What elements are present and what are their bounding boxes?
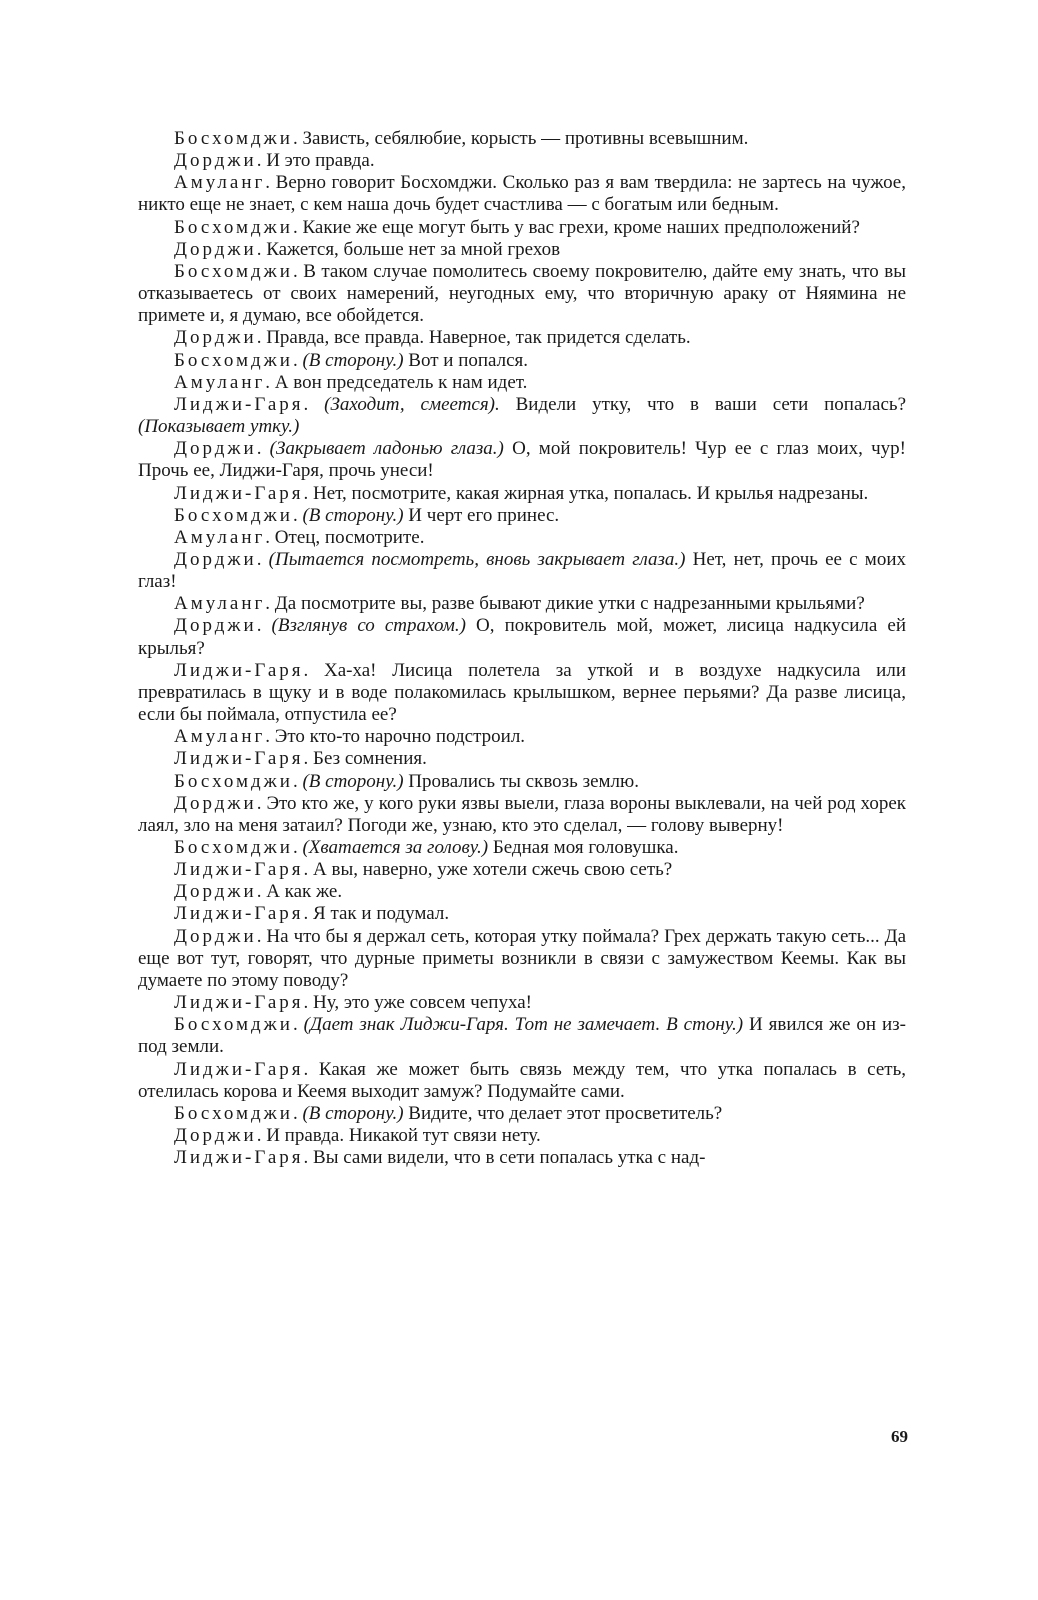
dialogue-paragraph (138, 350, 906, 372)
stage-direction: (Закрывает ладонью глаза.) (269, 438, 504, 460)
speaker-name: Дорджи (174, 1125, 257, 1147)
dialogue-paragraph (138, 150, 906, 172)
speaker-name: Лиджи-Гаря (174, 482, 304, 504)
dialogue-paragraph (138, 748, 906, 770)
dialogue-paragraph (138, 1014, 906, 1058)
dialogue-text: . А вы, наверно, уже хотели сжечь свою сеть? (303, 859, 673, 881)
page-number: 69 (891, 1427, 908, 1446)
dialogue-text: И черт его принес. (403, 504, 560, 526)
dialogue-text: . И правда. Никакой тут связи нету. (256, 1125, 541, 1147)
dialogue-paragraph (138, 1125, 906, 1147)
dialogue-paragraph (138, 881, 906, 903)
stage-direction: (Показывает утку.) (138, 416, 300, 438)
stage-direction: (Пытается посмотреть, вновь закрывает глаза.) (268, 548, 686, 570)
dialogue-text: . На что бы я держал сеть, которая утку поймала? Грех держать такую сеть... Да еще вот тут, говорят, что дурные приметы возникли в связи с замужеством Кеемы. Как вы думаете по этому поводу? (138, 925, 906, 991)
speaker-name: Лиджи-Гаря (174, 393, 304, 415)
dialogue-text: . Вы сами видели, что в сети попалась утка с над- (303, 1147, 706, 1169)
speaker-name: Амуланг (174, 593, 266, 615)
dialogue-text: . Да посмотрите вы, разве бывают дикие утки с надрезанными крыльями? (265, 593, 865, 615)
dialogue-text: . (256, 615, 272, 637)
dialogue-text: . В таком случае помолитесь своему покровителю, дайте ему знать, что вы отказываетесь от своих намерений, неугодных ему, что вторичную араку от Няямина не примете и, я думаю, все обойдется. (138, 260, 906, 327)
speaker-name: Амуланг (174, 726, 266, 748)
dialogue-text: . (303, 393, 325, 415)
dialogue-text: . И это правда. (256, 150, 375, 172)
dialogue-paragraph (138, 438, 906, 482)
dialogue-paragraph (138, 926, 906, 992)
speaker-name: Дорджи (174, 881, 257, 903)
speaker-name: Дорджи (174, 615, 257, 637)
speaker-name: Босхомджи (174, 128, 293, 149)
dialogue-paragraph (138, 172, 906, 216)
dialogue-text: О, покровитель мой, может, лисица надкусила ей крылья? (138, 615, 906, 659)
dialogue-paragraph (138, 549, 906, 593)
dialogue-paragraph (138, 239, 906, 261)
dialogue-paragraph (138, 261, 906, 327)
dialogue-paragraph (138, 505, 906, 527)
speaker-name: Дорджи (174, 150, 257, 172)
dialogue-text: . Ну, это уже совсем чепуха! (303, 992, 532, 1014)
stage-direction: (В сторону.) (302, 504, 404, 526)
dialogue-text: . Кажется, больше нет за мной грехов (256, 238, 561, 260)
dialogue-text: . (292, 770, 303, 792)
dialogue-text: . (292, 1102, 303, 1124)
stage-direction: (Заходит, смеется). (324, 393, 500, 415)
dialogue-paragraph (138, 660, 906, 726)
dialogue-text: . Ха-ха! Лисица полетела за уткой и в воздухе надкусила или превратилась в щуку и в воде полакомилась крылышком, вернее перьями? Да разве лисица, если бы поймала, отпустила ее? (138, 659, 906, 726)
speaker-name: Босхомджи (174, 837, 293, 858)
dialogue-text: . Какие же еще могут быть у вас грехи, кроме наших предположений? (292, 216, 860, 238)
speaker-name: Лиджи-Гаря (174, 859, 304, 881)
dialogue-text: . А вон председатель к нам идет. (265, 371, 528, 393)
dialogue-text: Нет, нет, прочь ее с моих глаз! (138, 548, 906, 593)
dialogue-text: . А как же. (256, 881, 343, 903)
stage-direction: (Взглянув со страхом.) (271, 615, 466, 637)
dialogue-text: . Отец, посмотрите. (265, 526, 425, 548)
dialogue-text: . Зависть, себялюбие, корысть — противны всевышним. (292, 128, 749, 149)
dialogue-text: О, мой покровитель! Чур ее с глаз моих, чур! Прочь ее, Лиджи-Гаря, прочь унеси! (138, 438, 907, 482)
dialogue-text: . (292, 837, 303, 858)
speaker-name: Дорджи (174, 238, 257, 260)
speaker-name: Босхомджи (174, 349, 293, 371)
speaker-name: Дорджи (174, 925, 257, 947)
dialogue-paragraph (138, 771, 906, 793)
speaker-name: Дорджи (174, 548, 257, 570)
dialogue-paragraph (138, 327, 906, 349)
dialogue-paragraph (138, 615, 906, 659)
play-text (138, 128, 906, 1169)
speaker-name: Лиджи-Гаря (174, 992, 304, 1014)
dialogue-text: И явился же он из-под земли. (138, 1014, 907, 1058)
stage-direction: (В сторону.) (302, 349, 404, 371)
dialogue-text: . Верно говорит Босхомджи. Сколько раз я вам твердила: не зартесь на чужое, никто еще не знает, с кем наша дочь будет счастлива — с богатым или бедным. (138, 172, 906, 216)
dialogue-paragraph (138, 527, 906, 549)
dialogue-paragraph (138, 837, 906, 859)
dialogue-text: Видели утку, что в ваши сети попалась? (499, 393, 907, 415)
dialogue-text: . (256, 438, 270, 460)
stage-direction: (Дает знак Лиджи-Гаря. Тот не замечает. В стону.) (303, 1014, 744, 1036)
dialogue-text: . Нет, посмотрите, какая жирная утка, попалась. И крылья надрезаны. (303, 482, 869, 504)
speaker-name: Лиджи-Гаря (174, 1058, 304, 1080)
dialogue-paragraph (138, 483, 906, 505)
dialogue-text: Провались ты сквозь землю. (403, 770, 639, 792)
dialogue-text: . Это кто-то нарочно подстроил. (265, 726, 526, 748)
dialogue-text: . (292, 349, 303, 371)
speaker-name: Амуланг (174, 172, 266, 194)
stage-direction: (В сторону.) (302, 770, 404, 792)
speaker-name: Лиджи-Гаря (174, 748, 304, 770)
stage-direction: (В сторону.) (302, 1102, 404, 1124)
speaker-name: Лиджи-Гаря (174, 659, 304, 681)
dialogue-paragraph (138, 903, 906, 925)
dialogue-paragraph (138, 726, 906, 748)
dialogue-text: Видите, что делает этот просветитель? (403, 1102, 723, 1124)
stage-direction: (Хватается за голову.) (302, 837, 489, 858)
dialogue-paragraph (138, 593, 906, 615)
dialogue-text: . (292, 504, 303, 526)
dialogue-paragraph (138, 217, 906, 239)
speaker-name: Босхомджи (174, 504, 293, 526)
dialogue-paragraph (138, 128, 906, 150)
dialogue-paragraph (138, 1103, 906, 1125)
dialogue-text: Бедная моя головушка. (488, 837, 679, 858)
speaker-name: Босхомджи (174, 770, 293, 792)
speaker-name: Амуланг (174, 526, 266, 548)
dialogue-text: . (256, 548, 269, 570)
speaker-name: Босхомджи (174, 216, 293, 238)
dialogue-text: . Без сомнения. (303, 748, 427, 770)
speaker-name: Босхомджи (174, 1102, 293, 1124)
speaker-name: Лиджи-Гаря (174, 903, 304, 925)
dialogue-text: . Правда, все правда. Наверное, так придется сделать. (256, 327, 691, 349)
dialogue-text: . (292, 1014, 304, 1036)
dialogue-paragraph (138, 1147, 906, 1169)
speaker-name: Дорджи (174, 438, 257, 460)
speaker-name: Амуланг (174, 371, 266, 393)
speaker-name: Дорджи (174, 792, 257, 814)
dialogue-paragraph (138, 859, 906, 881)
dialogue-paragraph (138, 992, 906, 1014)
dialogue-text: . Какая же может быть связь между тем, что утка попалась в сеть, отелилась корова и Кеемя выходит замуж? Подумайте сами. (138, 1058, 906, 1102)
speaker-name: Босхомджи (174, 1014, 293, 1036)
dialogue-text: . Это кто же, у кого руки язвы выели, глаза вороны выклевали, на чей род хорек лаял, зло на меня затаил? Погоди же, узнаю, кто это сделал, — голову выверну! (138, 792, 906, 836)
dialogue-paragraph (138, 372, 906, 394)
dialogue-text: Вот и попался. (403, 349, 529, 371)
speaker-name: Дорджи (174, 327, 257, 349)
dialogue-text: . Я так и подумал. (303, 903, 450, 925)
dialogue-paragraph (138, 793, 906, 837)
speaker-name: Босхомджи (174, 260, 293, 282)
dialogue-paragraph (138, 394, 906, 438)
dialogue-paragraph (138, 1059, 906, 1103)
speaker-name: Лиджи-Гаря (174, 1147, 304, 1169)
